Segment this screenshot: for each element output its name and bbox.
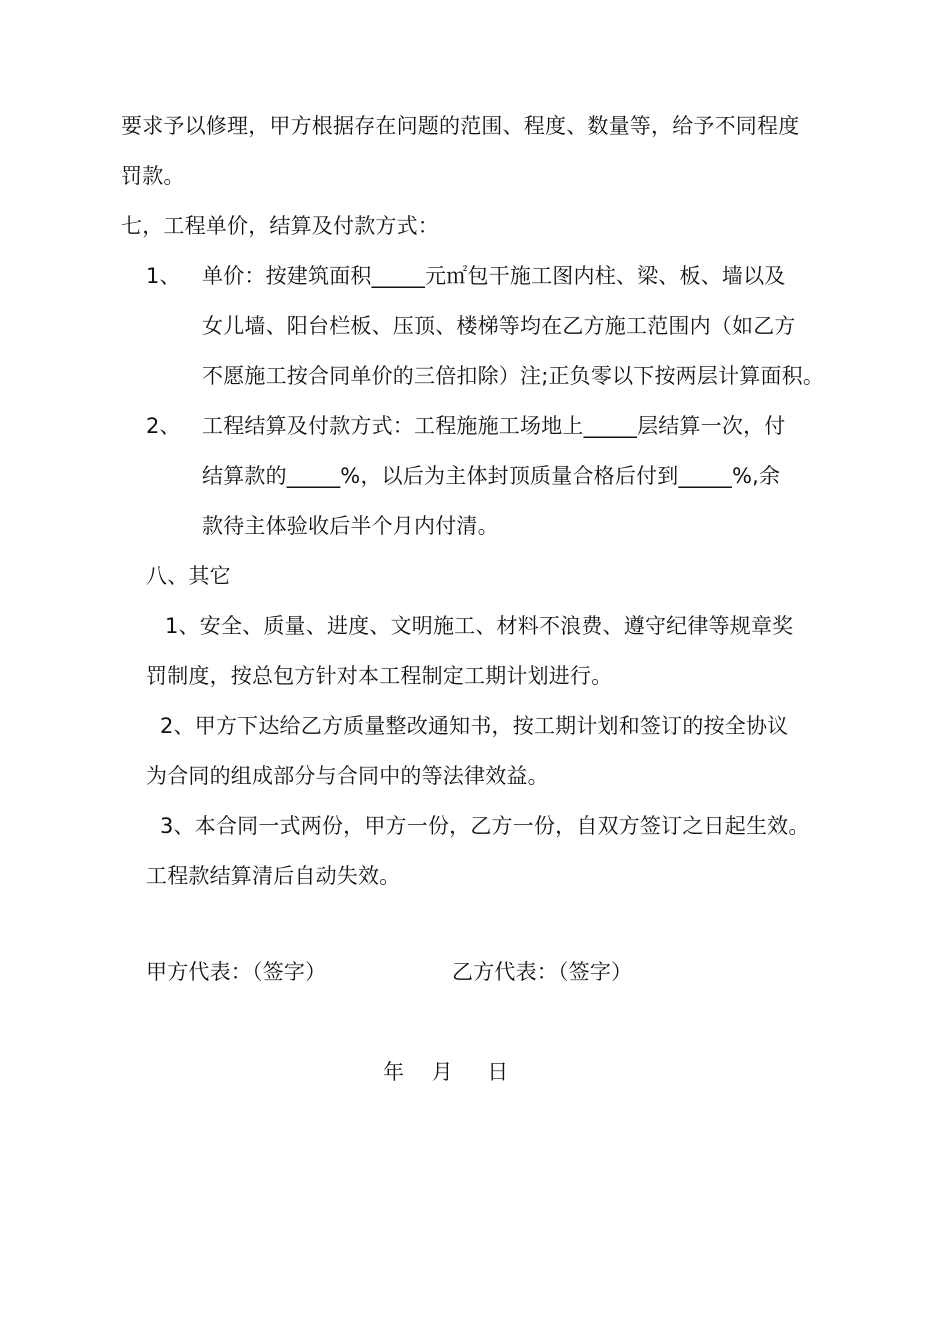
section-seven-item-1-line-1: 单价：按建筑面积_____元㎡包干施工图内柱、梁、板、墙以及	[202, 264, 786, 288]
section-eight-item-2-line-2: 为合同的组成部分与合同中的等法律效益。	[146, 764, 549, 788]
party-b-signature: 乙方代表：（签字）	[452, 960, 633, 984]
party-a-signature: 甲方代表：（签字）	[146, 960, 327, 984]
section-seven-item-2-line-2: 结算款的_____%，以后为主体封顶质量合格后付到_____%,余	[202, 464, 781, 488]
section-eight-item-1-line-1: 1、安全、质量、进度、文明施工、材料不浪费、遵守纪律等规章奖	[165, 614, 794, 638]
section-eight-item-1-line-2: 罚制度，按总包方针对本工程制定工期计划进行。	[146, 664, 613, 688]
date-line: 年 月 日	[383, 1060, 509, 1084]
section-seven-item-1-number: 1、	[146, 264, 181, 288]
section-eight-item-2-line-1: 2、甲方下达给乙方质量整改通知书，按工期计划和签订的按全协议	[160, 714, 789, 738]
section-eight-item-3-line-2: 工程款结算清后自动失效。	[146, 864, 401, 888]
intro-line-1: 要求予以修理，甲方根据存在问题的范围、程度、数量等，给予不同程度	[121, 114, 800, 138]
section-seven-item-2-line-1: 工程结算及付款方式：工程施施工场地上_____层结算一次，付	[202, 414, 786, 438]
section-eight-item-3-line-1: 3、本合同一式两份，甲方一份，乙方一份，自双方签订之日起生效。	[160, 814, 810, 838]
section-seven-item-2-number: 2、	[146, 414, 181, 438]
section-seven-item-1-line-3: 不愿施工按合同单价的三倍扣除）注;正负零以下按两层计算面积。	[202, 364, 825, 388]
section-eight-heading: 八、其它	[146, 564, 231, 588]
section-seven-item-1-line-2: 女儿墙、阳台栏板、压顶、楼梯等均在乙方施工范围内（如乙方	[202, 314, 796, 338]
intro-line-2: 罚款。	[121, 164, 185, 188]
section-seven-item-2-line-3: 款待主体验收后半个月内付清。	[202, 514, 499, 538]
section-seven-heading: 七，工程单价，结算及付款方式：	[121, 214, 439, 238]
